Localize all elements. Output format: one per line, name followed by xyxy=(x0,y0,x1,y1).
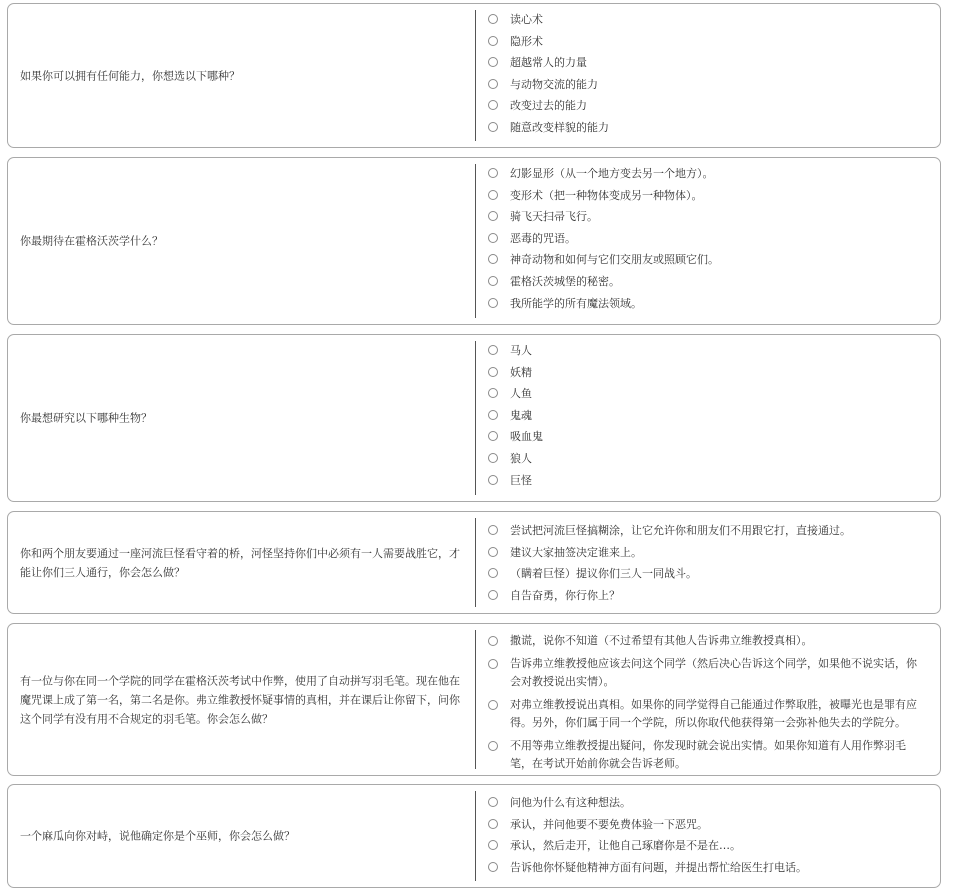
option-label: 巨怪 xyxy=(510,473,532,487)
radio-button[interactable] xyxy=(488,190,498,200)
divider xyxy=(475,164,476,318)
radio-button[interactable] xyxy=(488,388,498,398)
radio-button[interactable] xyxy=(488,168,498,178)
option-label: 建议大家抽签决定谁来上。 xyxy=(510,545,642,559)
option-item[interactable] xyxy=(486,543,920,565)
option-item[interactable] xyxy=(486,75,920,97)
radio-button[interactable] xyxy=(488,57,498,67)
option-item[interactable] xyxy=(486,858,920,880)
option-item[interactable] xyxy=(486,341,920,363)
radio-button[interactable] xyxy=(488,14,498,24)
option-label: 承认，并问他要不要免费体验一下恶咒。 xyxy=(510,817,708,831)
option-list xyxy=(486,632,920,778)
question-card xyxy=(7,511,941,614)
option-label: 承认，然后走开，让他自己琢磨你是不是在…。 xyxy=(510,839,741,853)
option-label: 霍格沃茨城堡的秘密。 xyxy=(510,274,620,288)
radio-button[interactable] xyxy=(488,122,498,132)
option-list xyxy=(486,793,920,879)
option-label: 隐形术 xyxy=(510,34,543,48)
option-label: 人鱼 xyxy=(510,387,532,401)
question-text: 一个麻瓜向你对峙，说他确定你是个巫师，你会怎么做？ xyxy=(20,829,295,843)
radio-button[interactable] xyxy=(488,345,498,355)
question-card xyxy=(7,334,941,502)
radio-button[interactable] xyxy=(488,254,498,264)
option-label: 骑飞天扫帚飞行。 xyxy=(510,210,598,224)
radio-button[interactable] xyxy=(488,659,498,669)
option-item[interactable] xyxy=(486,586,920,608)
option-label: （瞒着巨怪）提议你们三人一同战斗。 xyxy=(510,567,697,581)
option-item[interactable] xyxy=(486,793,920,815)
option-label: 鬼魂 xyxy=(510,408,532,422)
option-item[interactable] xyxy=(486,10,920,32)
question-text: 你最想研究以下哪种生物？ xyxy=(20,411,152,425)
option-item[interactable] xyxy=(486,363,920,385)
option-label: 读心术 xyxy=(510,13,543,26)
option-label: 自告奋勇，你行你上？ xyxy=(510,588,620,602)
option-item[interactable] xyxy=(486,836,920,858)
option-label: 马人 xyxy=(510,344,532,357)
question-card xyxy=(7,3,941,148)
option-item[interactable] xyxy=(486,164,920,186)
question-card xyxy=(7,157,941,325)
option-label: 对弗立维教授说出真相。如果你的同学觉得自己能通过作弊取胜，被曝光也是罪有应得。另外，你们属于同一个学院，所以你取代他获得第一会弥补他失去的学院分。 xyxy=(510,698,917,729)
option-label: 妖精 xyxy=(510,365,532,379)
question-text: 有一位与你在同一个学院的同学在霍格沃茨考试中作弊，使用了自动拼写羽毛笔。现在他在魔咒课上成了第一名，第二名是你。弗立维教授怀疑事情的真相，并在课后让你留下，问你这个同学有没有用不合规定的羽毛笔。你会怎么做？ xyxy=(20,674,460,725)
option-item[interactable] xyxy=(486,655,920,696)
option-item[interactable] xyxy=(486,32,920,54)
option-label: 随意改变样貌的能力 xyxy=(510,120,609,134)
option-label: 告诉他你怀疑他精神方面有问题，并提出帮忙给医生打电话。 xyxy=(510,860,807,874)
question-text: 你最期待在霍格沃茨学什么？ xyxy=(20,234,163,248)
option-label: 神奇动物和如何与它们交朋友或照顾它们。 xyxy=(510,253,719,267)
radio-button[interactable] xyxy=(488,367,498,377)
radio-button[interactable] xyxy=(488,590,498,600)
radio-button[interactable] xyxy=(488,840,498,850)
radio-button[interactable] xyxy=(488,453,498,463)
option-label: 超越常人的力量 xyxy=(510,56,587,70)
divider xyxy=(475,518,476,607)
question-card xyxy=(7,623,941,776)
radio-button[interactable] xyxy=(488,79,498,89)
option-label: 不用等弗立维教授提出疑问，你发现时就会说出实情。如果你知道有人用作弊羽毛笔，在考试开始前你就会告诉老师。 xyxy=(510,739,906,770)
option-label: 撒谎，说你不知道（不过希望有其他人告诉弗立维教授真相）。 xyxy=(510,634,813,647)
option-item[interactable] xyxy=(486,471,920,493)
option-item[interactable] xyxy=(486,294,920,316)
radio-button[interactable] xyxy=(488,525,498,535)
radio-button[interactable] xyxy=(488,276,498,286)
radio-button[interactable] xyxy=(488,475,498,485)
option-item[interactable] xyxy=(486,96,920,118)
option-item[interactable] xyxy=(486,564,920,586)
radio-button[interactable] xyxy=(488,410,498,420)
option-item[interactable] xyxy=(486,186,920,208)
radio-button[interactable] xyxy=(488,819,498,829)
option-label: 改变过去的能力 xyxy=(510,99,587,113)
option-list xyxy=(486,341,920,492)
option-label: 幻影显形（从一个地方变去另一个地方）。 xyxy=(510,167,714,180)
option-label: 与动物交流的能力 xyxy=(510,77,598,91)
divider xyxy=(475,630,476,769)
option-label: 变形术（把一种物体变成另一种物体）。 xyxy=(510,188,703,202)
option-item[interactable] xyxy=(486,53,920,75)
question-text: 你和两个朋友要通过一座河流巨怪看守着的桥，河怪坚持你们中必须有一人需要战胜它，才能让你们三人通行，你会怎么做？ xyxy=(20,546,460,579)
option-list xyxy=(486,164,920,315)
option-list xyxy=(486,10,920,140)
option-item[interactable] xyxy=(486,384,920,406)
option-label: 尝试把河流巨怪搞糊涂，让它允许你和朋友们不用跟它打，直接通过。 xyxy=(510,524,851,537)
radio-button[interactable] xyxy=(488,298,498,308)
option-label: 问他为什么有这种想法。 xyxy=(510,796,631,809)
divider xyxy=(475,341,476,495)
option-label: 恶毒的咒语。 xyxy=(510,231,576,245)
divider xyxy=(475,10,476,141)
option-item[interactable] xyxy=(486,427,920,449)
option-item[interactable] xyxy=(486,696,920,737)
option-item[interactable] xyxy=(486,272,920,294)
radio-button[interactable] xyxy=(488,862,498,872)
option-label: 吸血鬼 xyxy=(510,430,543,444)
radio-button[interactable] xyxy=(488,36,498,46)
radio-button[interactable] xyxy=(488,431,498,441)
radio-button[interactable] xyxy=(488,636,498,646)
option-label: 告诉弗立维教授他应该去问这个同学（然后决心告诉这个同学，如果他不说实话，你会对教授说出实情）。 xyxy=(510,657,917,688)
option-item[interactable] xyxy=(486,737,920,778)
option-item[interactable] xyxy=(486,250,920,272)
option-item[interactable] xyxy=(486,229,920,251)
option-item[interactable] xyxy=(486,406,920,428)
option-item[interactable] xyxy=(486,521,920,543)
option-label: 狼人 xyxy=(510,451,532,465)
radio-button[interactable] xyxy=(488,797,498,807)
radio-button[interactable] xyxy=(488,700,498,710)
option-item[interactable] xyxy=(486,449,920,471)
radio-button[interactable] xyxy=(488,233,498,243)
radio-button[interactable] xyxy=(488,741,498,751)
option-item[interactable] xyxy=(486,118,920,140)
radio-button[interactable] xyxy=(488,100,498,110)
radio-button[interactable] xyxy=(488,211,498,221)
option-item[interactable] xyxy=(486,815,920,837)
radio-button[interactable] xyxy=(488,547,498,557)
question-text: 如果你可以拥有任何能力，你想选以下哪种？ xyxy=(20,69,240,82)
divider xyxy=(475,791,476,881)
option-item[interactable] xyxy=(486,207,920,229)
option-item[interactable] xyxy=(486,632,920,655)
option-list xyxy=(486,521,920,607)
option-label: 我所能学的所有魔法领域。 xyxy=(510,296,642,310)
radio-button[interactable] xyxy=(488,568,498,578)
question-card xyxy=(7,784,941,888)
